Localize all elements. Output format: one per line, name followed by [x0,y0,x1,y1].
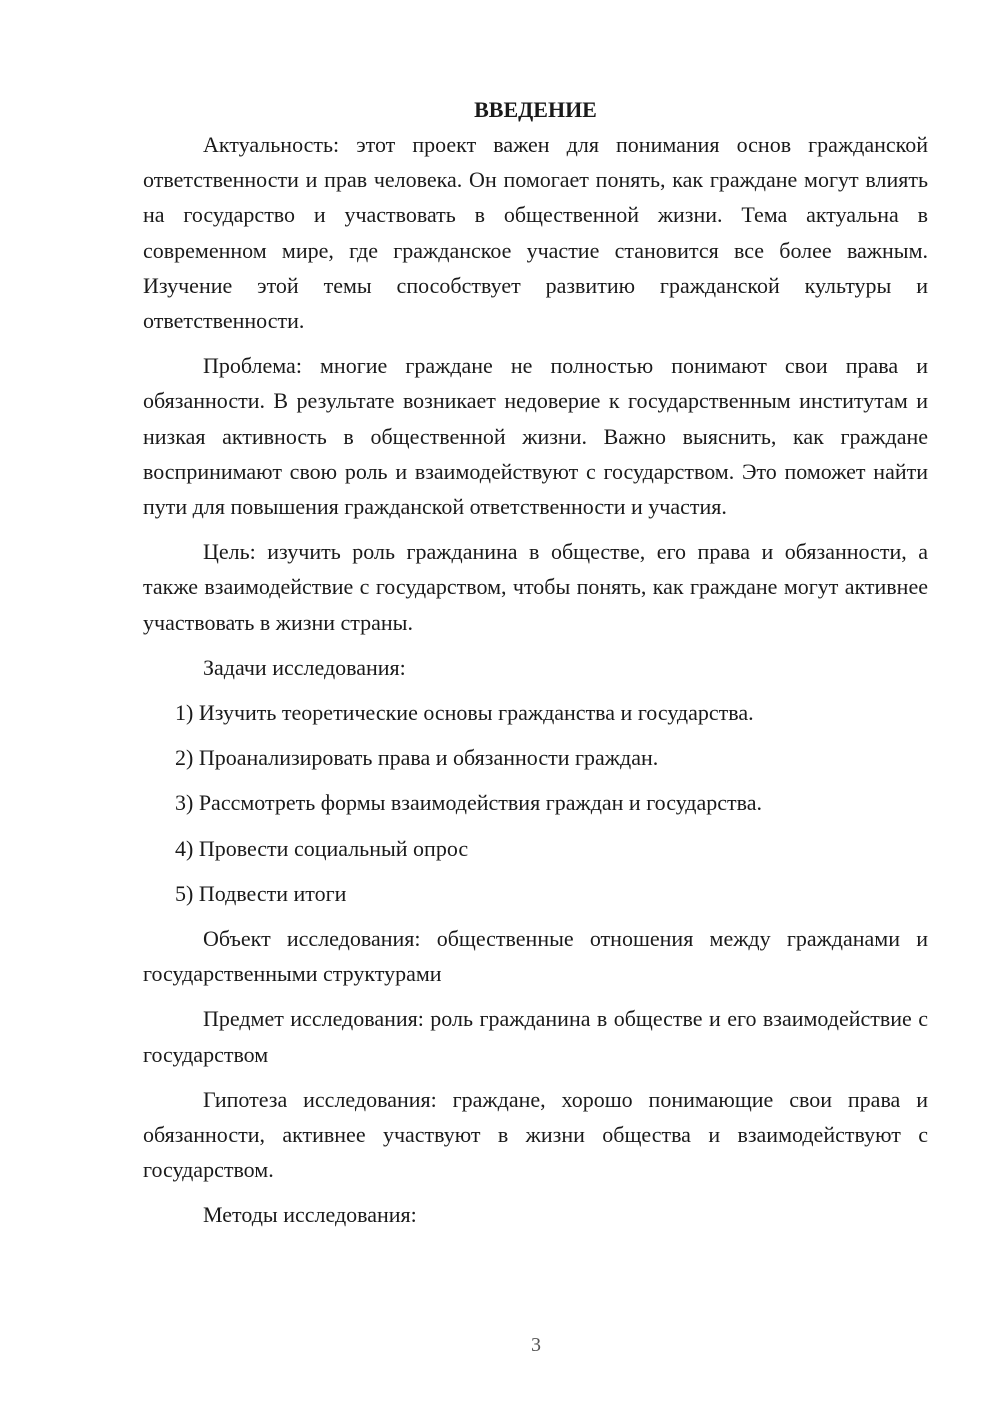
list-item: 1) Изучить теоретические основы гражданства и государства. [175,700,754,726]
methods-heading: Методы исследования: [203,1202,417,1228]
page-number: 3 [531,1334,541,1356]
page-content [143,92,928,1243]
paragraph-problem: Проблема: многие граждане не полностью понимают свои права и обязанности. В результате возникает недоверие к государственным институтам и низкая активность в общественной жизни. Важно выяснить, как граждане воспринимают свою роль и взаимодействуют с государством. Это поможет найти пути для повышения гражданской ответственности и участия. [143,353,928,520]
paragraph-goal: Цель: изучить роль гражданина в обществе, его права и обязанности, а также взаимодействие с государством, чтобы понять, как граждане могут активнее участвовать в жизни страны. [143,539,928,635]
tasks-heading: Задачи исследования: [203,654,406,680]
section-title: ВВЕДЕНИЕ [474,97,597,122]
list-item: 4) Провести социальный опрос [175,835,469,861]
list-item: 2) Проанализировать права и обязанности граждан. [175,745,659,771]
paragraph-hypothesis: Гипотеза исследования: граждане, хорошо понимающие свои права и обязанности, активнее участвуют в жизни общества и взаимодействуют с государством. [143,1086,928,1183]
paragraph-object: Объект исследования: общественные отношения между гражданами и государственными структурами [143,926,928,987]
tasks-list [143,695,928,911]
paragraph-relevance: Актуальность: этот проект важен для понимания основ гражданской ответственности и прав человека. Он помогает понять, как граждане могут влиять на государство и участвовать в общественной жизни. Тема актуальна в современном мире, где гражданское участие становится все более важным. Изучение этой темы способствует развитию гражданской культуры и ответственности. [143,132,928,334]
list-item: 3) Рассмотреть формы взаимодействия граждан и государства. [175,790,763,816]
list-item: 5) Подвести итоги [175,880,347,906]
paragraph-subject: Предмет исследования: роль гражданина в обществе и его взаимодействие с государством [143,1006,928,1067]
